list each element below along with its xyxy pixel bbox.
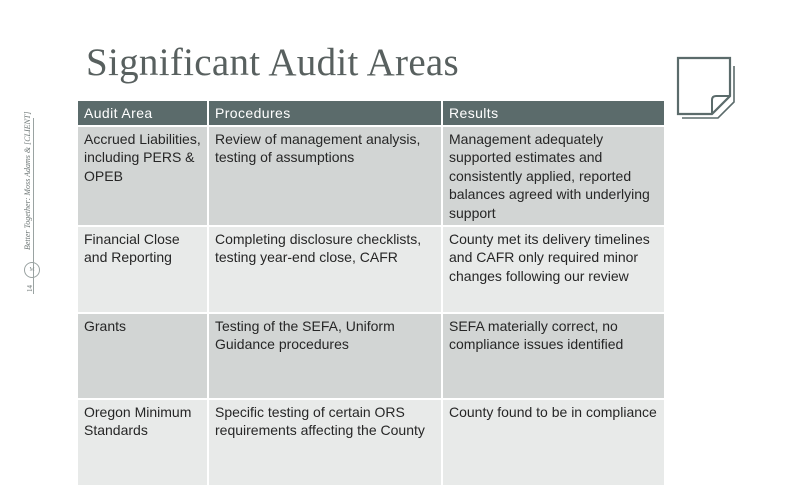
cell-audit-area: Financial Close and Reporting — [78, 226, 208, 313]
table-header-row — [78, 101, 664, 126]
header-audit-area: Audit Area — [78, 101, 208, 126]
audit-areas-table — [78, 101, 664, 485]
table-row — [78, 313, 664, 399]
cell-results: Management adequately supported estimates and consistently applied, reported balances agreed with underlying support — [442, 126, 664, 226]
table-row — [78, 226, 664, 313]
table-row — [78, 399, 664, 485]
circle-logo-icon: M — [24, 262, 40, 278]
side-tagline: Better Together: Moss Adams & [CLIENT] — [23, 111, 32, 250]
header-procedures: Procedures — [208, 101, 442, 126]
cell-results: SEFA materially correct, no compliance issues identified — [442, 313, 664, 399]
slide-title: Significant Audit Areas — [86, 41, 460, 84]
cell-audit-area: Oregon Minimum Standards — [78, 399, 208, 485]
cell-procedures: Specific testing of certain ORS requirements affecting the County — [208, 399, 442, 485]
header-results: Results — [442, 101, 664, 126]
cell-results: County found to be in compliance — [442, 399, 664, 485]
cell-audit-area: Accrued Liabilities, including PERS & OPEB — [78, 126, 208, 226]
sticky-note-icon — [672, 56, 738, 122]
cell-procedures: Review of management analysis, testing of assumptions — [208, 126, 442, 226]
cell-results: County met its delivery timelines and CAFR only required minor changes following our review — [442, 226, 664, 313]
cell-procedures: Completing disclosure checklists, testing year-end close, CAFR — [208, 226, 442, 313]
page-number: 14 — [26, 285, 34, 292]
table-row — [78, 126, 664, 226]
cell-audit-area: Grants — [78, 313, 208, 399]
cell-procedures: Testing of the SEFA, Uniform Guidance procedures — [208, 313, 442, 399]
